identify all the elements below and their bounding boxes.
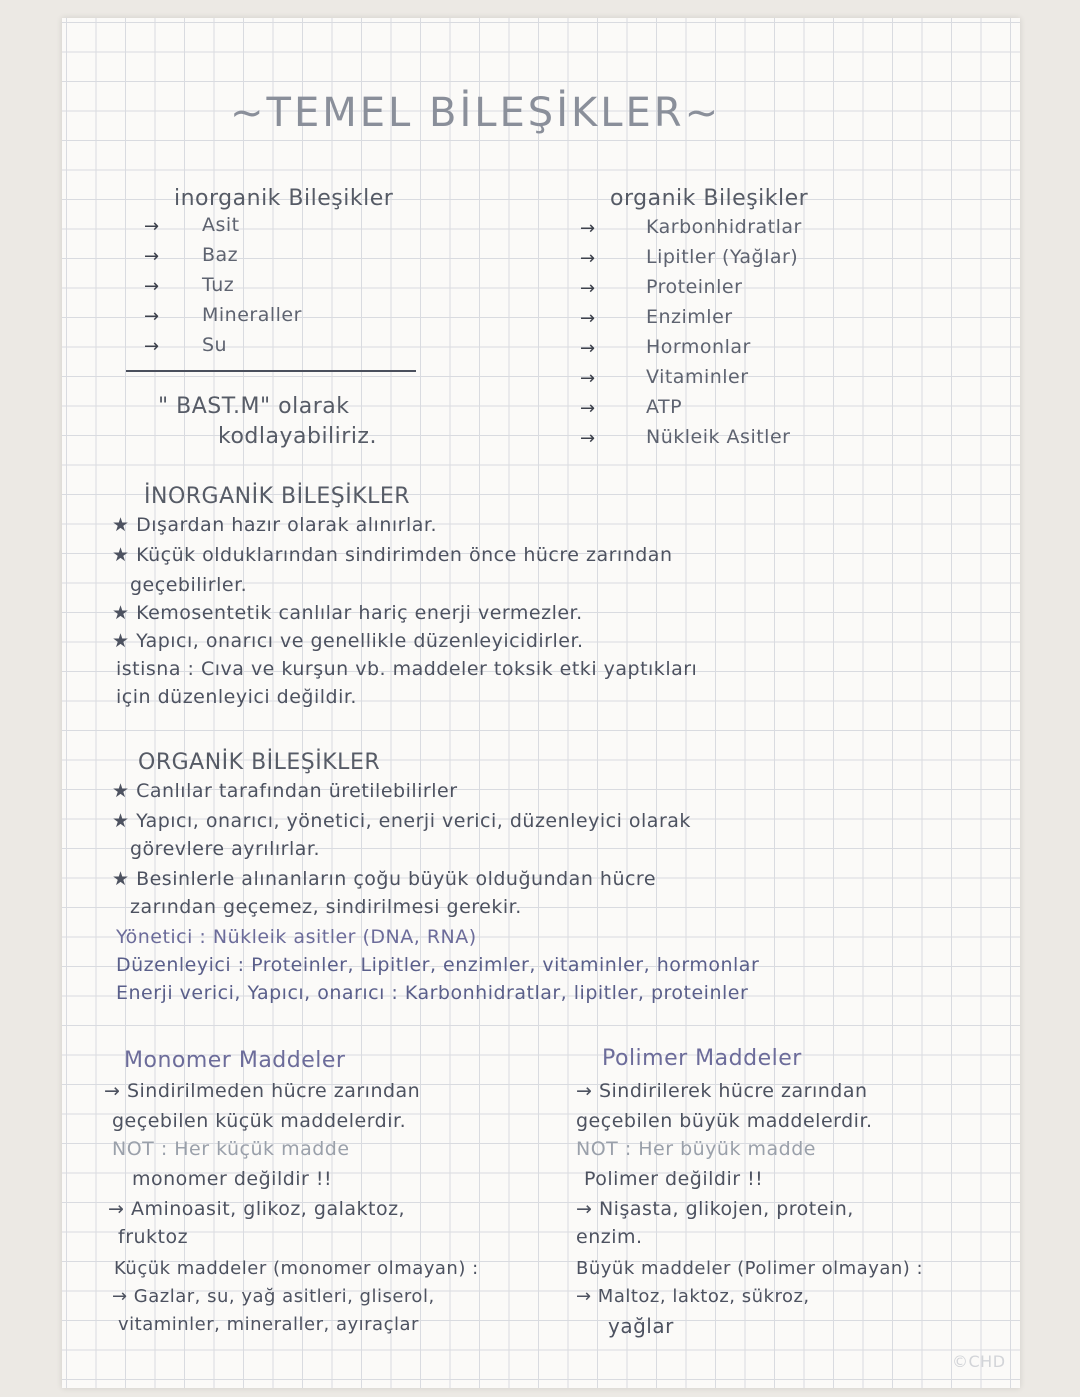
text-line: fruktoz xyxy=(118,1226,189,1248)
text-line: → Nişasta, glikojen, protein, xyxy=(576,1198,854,1220)
text-line: → Maltoz, laktoz, sükroz, xyxy=(576,1286,810,1307)
page-title: ~TEMEL BİLEŞİKLER~ xyxy=(230,90,722,136)
watermark: ©CHD xyxy=(952,1352,1006,1371)
inorganic-list-heading: inorganik Bileşikler xyxy=(174,186,394,211)
text-line: ★ Dışardan hazır olarak alınırlar. xyxy=(112,514,437,536)
text-line: enzim. xyxy=(576,1226,643,1248)
arrow-icon: → xyxy=(144,276,160,297)
list-item: Tuz xyxy=(202,274,235,296)
list-item: Nükleik Asitler xyxy=(646,426,791,448)
small-nonmonomer-title: Küçük maddeler (monomer olmayan) : xyxy=(114,1258,479,1279)
text-line: görevlere ayrılırlar. xyxy=(130,838,320,860)
arrow-icon: → xyxy=(580,368,596,389)
text-line: ★ Yapıcı, onarıcı, yönetici, enerji verici, düzenleyici olarak xyxy=(112,810,691,832)
list-item: Baz xyxy=(202,244,239,266)
text-line: geçebilirler. xyxy=(130,574,248,596)
text-line: ★ Yapıcı, onarıcı ve genellikle düzenleyicidirler. xyxy=(112,630,584,652)
inorganic-section-heading: İNORGANİK BİLEŞİKLER xyxy=(144,484,411,509)
text-line: Enerji verici, Yapıcı, onarıcı : Karbonhidratlar, lipitler, proteinler xyxy=(116,982,749,1004)
text-line: Yönetici : Nükleik asitler (DNA, RNA) xyxy=(116,926,477,948)
text-line: istisna : Cıva ve kurşun vb. maddeler toksik etki yaptıkları xyxy=(116,658,698,680)
list-item: Proteinler xyxy=(646,276,743,298)
arrow-icon: → xyxy=(580,338,596,359)
text-line: Düzenleyici : Proteinler, Lipitler, enzimler, vitaminler, hormonlar xyxy=(116,954,760,976)
text-line: → Sindirilerek hücre zarından xyxy=(576,1080,868,1102)
mnemonic-line-1: " BAST.M" olarak xyxy=(158,394,350,419)
organic-section-heading: ORGANİK BİLEŞİKLER xyxy=(138,750,381,775)
text-line: ★ Besinlerle alınanların çoğu büyük olduğundan hücre xyxy=(112,868,657,890)
list-item: Lipitler (Yağlar) xyxy=(646,246,799,268)
arrow-icon: → xyxy=(580,308,596,329)
notebook-page xyxy=(62,18,1020,1388)
text-line: → Aminoasit, glikoz, galaktoz, xyxy=(108,1198,406,1220)
list-item: Enzimler xyxy=(646,306,733,328)
arrow-icon: → xyxy=(580,428,596,449)
mnemonic-line-2: kodlayabiliriz. xyxy=(218,424,377,449)
list-item: Karbonhidratlar xyxy=(646,216,802,238)
list-item: Asit xyxy=(202,214,240,236)
text-line: geçebilen küçük maddelerdir. xyxy=(112,1110,407,1132)
text-line: monomer değildir !! xyxy=(132,1168,333,1190)
organic-list-heading: organik Bileşikler xyxy=(610,186,809,211)
text-line: için düzenleyici değildir. xyxy=(116,686,357,708)
arrow-icon: → xyxy=(144,336,160,357)
text-line: → Sindirilmeden hücre zarından xyxy=(104,1080,421,1102)
text-line: NOT : Her küçük madde xyxy=(112,1138,350,1160)
arrow-icon: → xyxy=(580,398,596,419)
text-line: vitaminler, mineraller, ayıraçlar xyxy=(118,1314,419,1335)
list-item: Vitaminler xyxy=(646,366,749,388)
text-line: geçebilen büyük maddelerdir. xyxy=(576,1110,873,1132)
polimer-heading: Polimer Maddeler xyxy=(602,1046,802,1071)
list-item: Hormonlar xyxy=(646,336,751,358)
monomer-heading: Monomer Maddeler xyxy=(124,1048,346,1073)
text-line: Polimer değildir !! xyxy=(584,1168,764,1190)
list-item: Su xyxy=(202,334,228,356)
text-line: ★ Küçük olduklarından sindirimden önce hücre zarından xyxy=(112,544,673,566)
text-line: zarından geçemez, sindirilmesi gerekir. xyxy=(130,896,522,918)
text-line: NOT : Her büyük madde xyxy=(576,1138,816,1160)
divider-line xyxy=(126,370,416,372)
large-nonpolimer-title: Büyük maddeler (Polimer olmayan) : xyxy=(576,1258,924,1279)
arrow-icon: → xyxy=(144,246,160,267)
arrow-icon: → xyxy=(144,216,160,237)
arrow-icon: → xyxy=(580,248,596,269)
list-item: ATP xyxy=(646,396,683,418)
arrow-icon: → xyxy=(580,218,596,239)
text-line: ★ Kemosentetik canlılar hariç enerji vermezler. xyxy=(112,602,583,624)
arrow-icon: → xyxy=(144,306,160,327)
text-line: yağlar xyxy=(608,1314,674,1338)
list-item: Mineraller xyxy=(202,304,302,326)
text-line: → Gazlar, su, yağ asitleri, gliserol, xyxy=(112,1286,435,1307)
text-line: ★ Canlılar tarafından üretilebilirler xyxy=(112,780,458,802)
arrow-icon: → xyxy=(580,278,596,299)
